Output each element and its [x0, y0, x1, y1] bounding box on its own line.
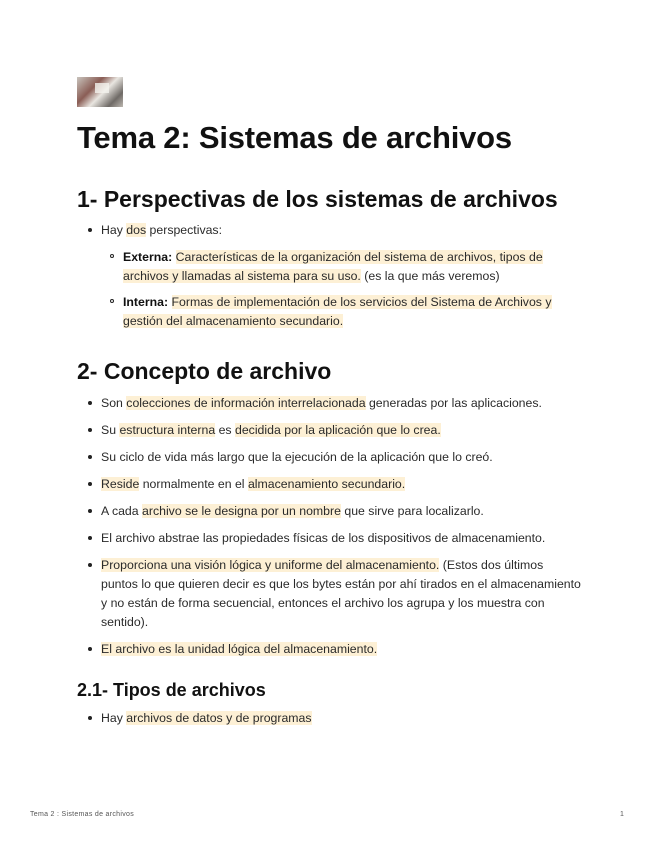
- list-item: Su estructura interna es decidida por la aplicación que lo crea.: [101, 421, 581, 440]
- externa-label: Externa:: [123, 250, 173, 264]
- page-number: 1: [620, 811, 624, 818]
- section-heading-concepto: 2- Concepto de archivo: [77, 358, 332, 384]
- list-item: A cada archivo se le designa por un nombre que sirve para localizarlo.: [101, 502, 581, 521]
- concepto-list: [101, 394, 581, 667]
- list-item: El archivo es la unidad lógica del almacenamiento.: [101, 640, 581, 659]
- list-item: Su ciclo de vida más largo que la ejecución de la aplicación que lo creó.: [101, 448, 581, 467]
- list-item-interna: Interna: Formas de implementación de los servicios del Sistema de Archivos y gestión del almacenamiento secundario.: [123, 293, 573, 331]
- list-item-externa: Externa: Características de la organización del sistema de archivos, tipos de archivos y llamadas al sistema para su uso. (es la que más veremos): [123, 248, 573, 286]
- subsection-heading-tipos: 2.1- Tipos de archivos: [77, 680, 266, 700]
- list-item: Hay archivos de datos y de programas: [101, 709, 581, 728]
- page-cover-image: [77, 77, 123, 107]
- footer-document-title: Tema 2 : Sistemas de archivos: [30, 811, 135, 818]
- page-title: Tema 2: Sistemas de archivos: [77, 120, 512, 155]
- perspectivas-list: [101, 221, 581, 248]
- list-item: Proporciona una visión lógica y uniforme del almacenamiento. (Estos dos últimos puntos lo que quieren decir es que los bytes están por ahí tirados en el almacenamiento y no están de forma secuencial, entonces el archivo los agrupa y los muestra con sentido).: [101, 556, 581, 632]
- interna-label: Interna:: [123, 295, 169, 309]
- list-item: Son colecciones de información interrelacionada generadas por las aplicaciones.: [101, 394, 581, 413]
- list-item: Hay dos perspectivas:: [101, 221, 581, 240]
- tipos-list: [101, 709, 581, 736]
- section-heading-perspectivas: 1- Perspectivas de los sistemas de archivos: [77, 186, 558, 212]
- list-item: El archivo abstrae las propiedades físicas de los dispositivos de almacenamiento.: [101, 529, 581, 548]
- list-item: Reside normalmente en el almacenamiento secundario.: [101, 475, 581, 494]
- perspectivas-sublist: [123, 248, 573, 338]
